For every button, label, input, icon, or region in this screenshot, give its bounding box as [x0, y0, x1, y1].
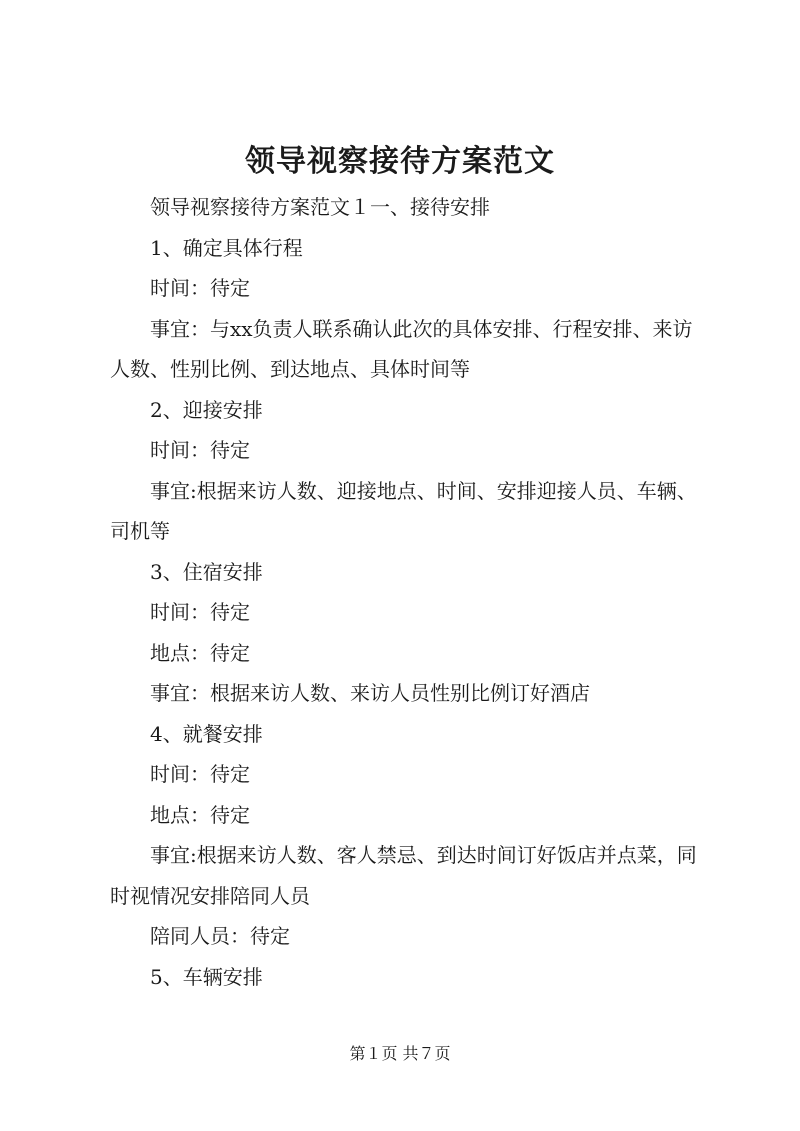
- paragraph-section-1-time: 时间：待定: [150, 276, 250, 300]
- paragraph-section-2-time: 时间：待定: [150, 438, 250, 462]
- paragraph-section-1-matters: 事宜：与xx负责人联系确认此次的具体安排、行程安排、来访人数、性别比例、到达地点、具体时间等: [110, 316, 693, 381]
- paragraph-section-5-heading: 5、车辆安排: [150, 964, 263, 989]
- paragraph-section-3-time: 时间：待定: [150, 600, 250, 624]
- paragraph-section-4-escort: 陪同人员：待定: [150, 924, 290, 948]
- page-title: 领导视察接待方案范文: [245, 144, 555, 179]
- paragraph-section-3-location: 地点：待定: [150, 640, 250, 665]
- paragraph-section-4-time: 时间：待定: [150, 762, 250, 786]
- paragraph-section-4-matters: 事宜:根据来访人数、客人禁忌、到达时间订好饭店并点菜，同时视情况安排陪同人员: [110, 843, 697, 908]
- paragraph-section-4-location: 地点：待定: [150, 802, 250, 827]
- paragraph-section-3-heading: 3、住宿安排: [150, 559, 263, 584]
- paragraph-section-4-heading: 4、就餐安排: [150, 721, 263, 746]
- paragraph-section-2-matters: 事宜:根据来访人数、迎接地点、时间、安排迎接人员、车辆、司机等: [110, 478, 697, 543]
- document-body: [110, 187, 710, 997]
- paragraph-section-3-matters: 事宜：根据来访人数、来访人员性别比例订好酒店: [150, 681, 590, 705]
- paragraph-section-1-heading: 1、确定具体行程: [150, 235, 303, 260]
- paragraph-section-2-heading: 2、迎接安排: [150, 397, 263, 422]
- paragraph-intro-heading: 领导视察接待方案范文１一、接待安排: [150, 195, 490, 219]
- page-footer: 第１页 共７页: [349, 1044, 451, 1063]
